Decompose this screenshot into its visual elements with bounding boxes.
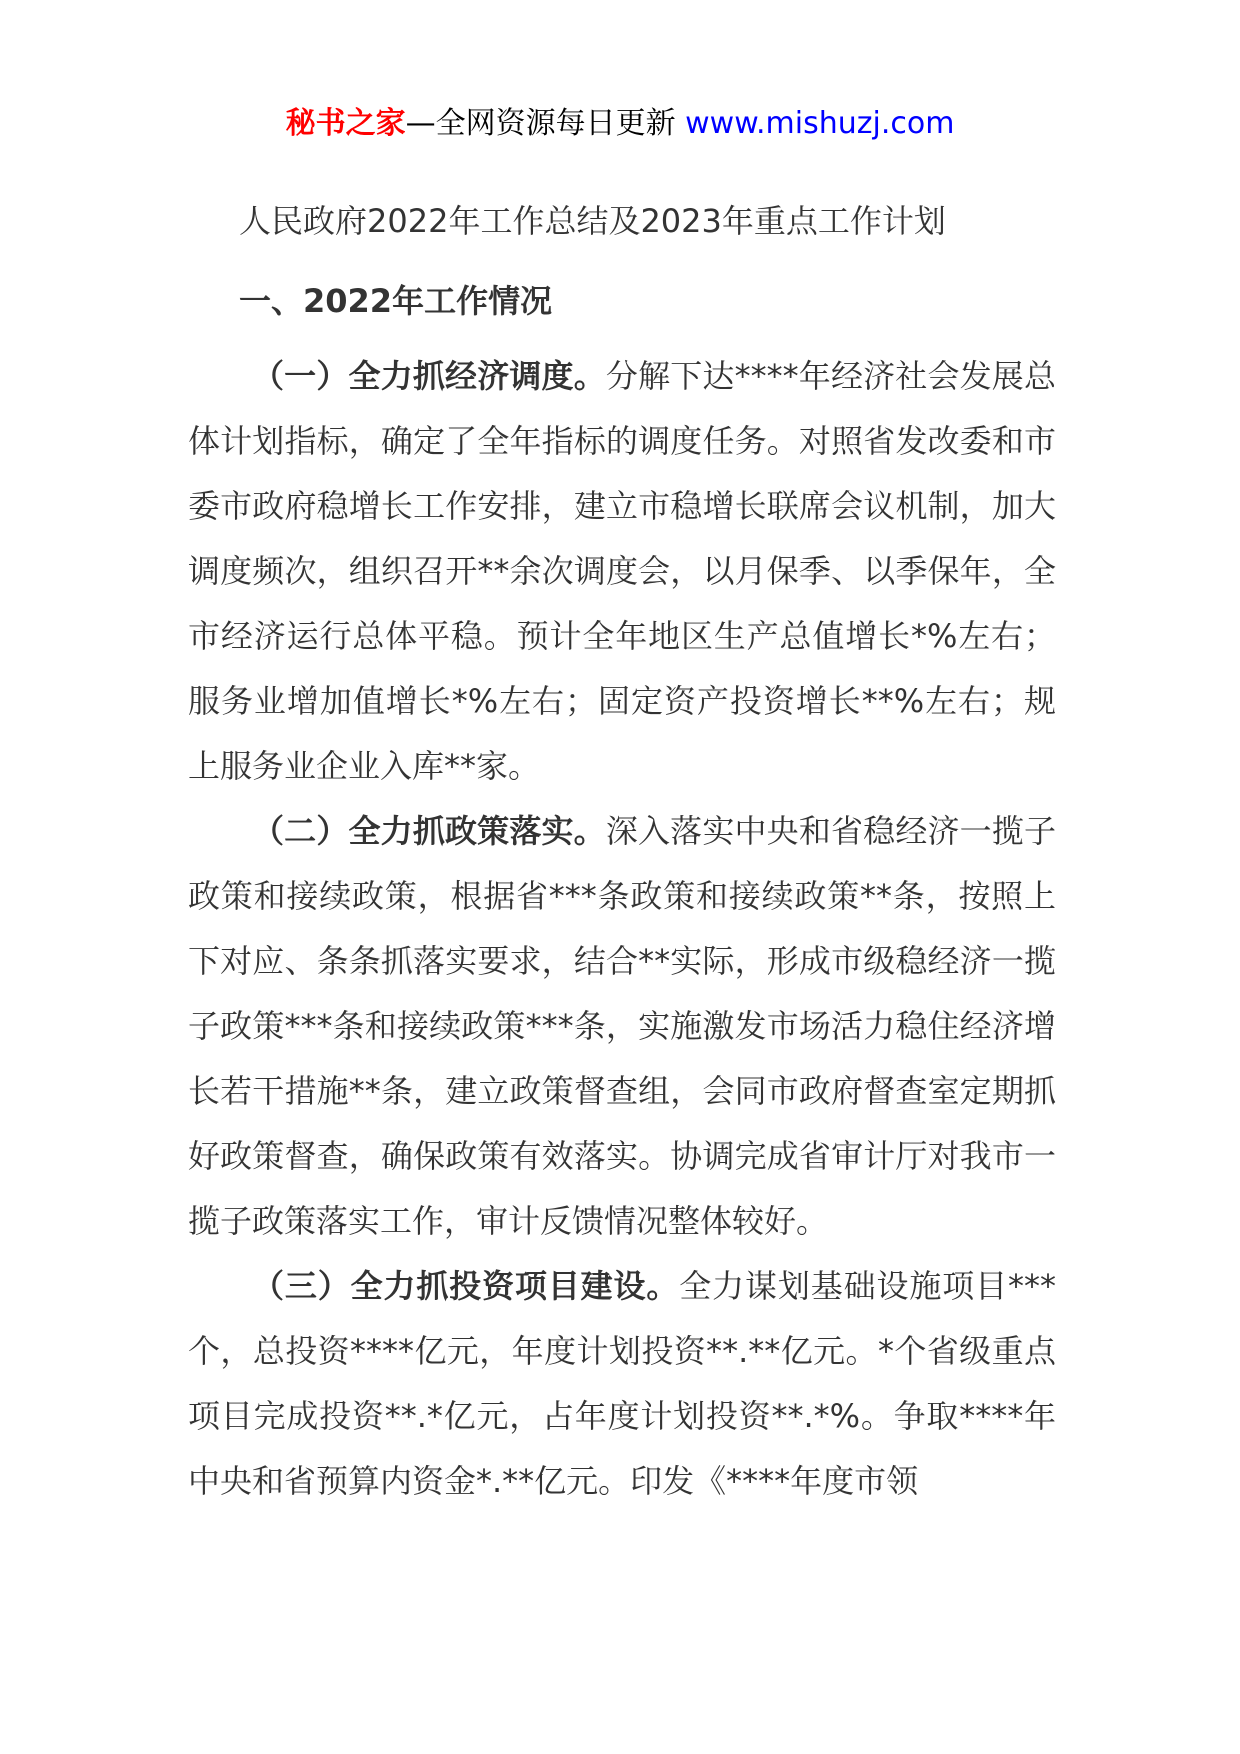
paragraph-investment-projects: [188, 1254, 1056, 1514]
brand-name: 秘书之家: [285, 106, 406, 141]
paragraph-policy-implementation: [188, 799, 1056, 1254]
site-header: [0, 100, 1240, 148]
header-tagline: —全网资源每日更新: [405, 106, 686, 141]
paragraph-text: 深入落实中央和省稳经济一揽子政策和接续政策，根据省***条政策和接续政策**条，按照上下对应、条条抓落实要求，结合**实际，形成市级稳经济一揽子政策***条和接续政策***条，实施激发市场活力稳住经济增长若干措施**条，建立政策督查组，会同市政府督查室定期抓好政策督查，确保政策有效落实。协调完成省审计厅对我市一揽子政策落实工作，审计反馈情况整体较好。: [188, 812, 1056, 1240]
paragraph-economic-dispatch: [188, 344, 1056, 799]
document-body: [188, 344, 1056, 1514]
paragraph-lead: （一）全力抓经济调度。: [252, 357, 606, 395]
paragraph-lead: （三）全力抓投资项目建设。: [252, 1267, 680, 1305]
section-heading: 一、2022年工作情况: [239, 282, 553, 320]
site-url[interactable]: www.mishuzj.com: [685, 106, 955, 141]
paragraph-text: 分解下达****年经济社会发展总体计划指标，确定了全年指标的调度任务。对照省发改委和市委市政府稳增长工作安排，建立市稳增长联席会议机制，加大调度频次，组织召开**余次调度会，以月保季、以季保年，全市经济运行总体平稳。预计全年地区生产总值增长*%左右；服务业增加值增长*%左右；固定资产投资增长**%左右；规上服务业企业入库**家。: [188, 357, 1056, 785]
document-title: 人民政府2022年工作总结及2023年重点工作计划: [239, 202, 946, 240]
paragraph-text: 全力谋划基础设施项目***个，总投资****亿元，年度计划投资**.**亿元。*个省级重点项目完成投资**.*亿元，占年度计划投资**.*%。争取****年中央和省预算内资金*.**亿元。印发《****年度市领: [188, 1267, 1056, 1500]
paragraph-lead: （二）全力抓政策落实。: [252, 812, 606, 850]
